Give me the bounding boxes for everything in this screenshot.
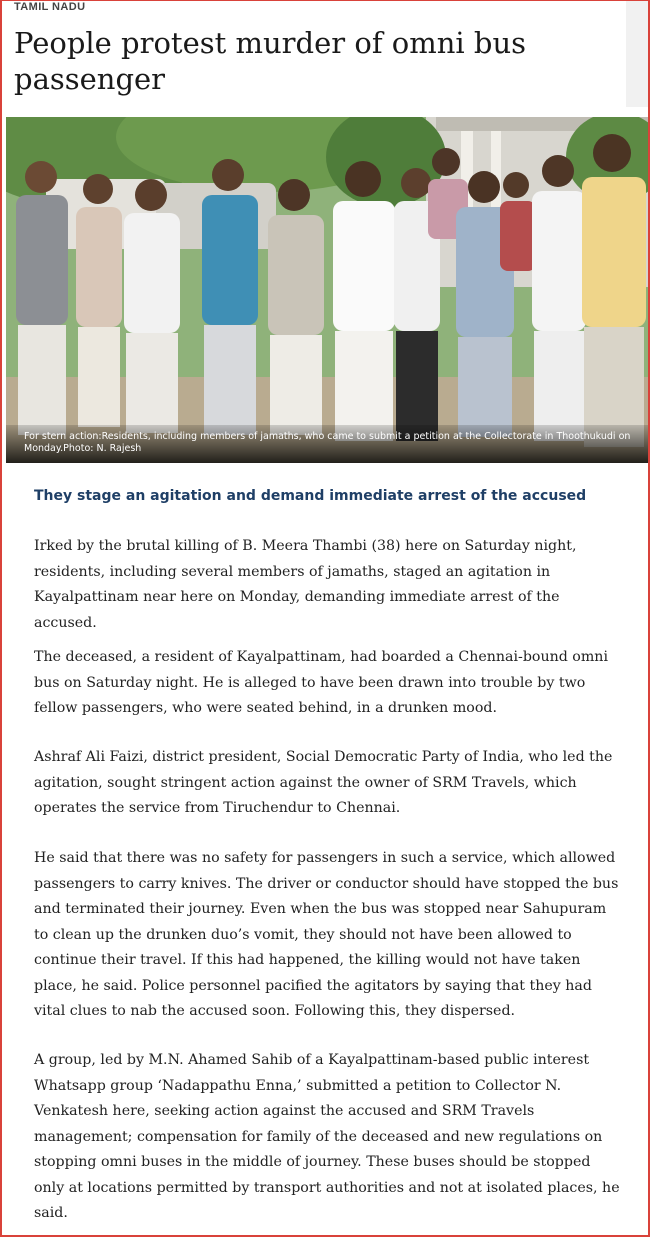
paragraph-1: Irked by the brutal killing of B. Meera Thambi (38) here on Saturday night, residents, including several members of jamaths, staged an agitation in Kayalpattinam near here on Monday, demanding immediate arrest of the accused. — [34, 538, 577, 631]
section-label[interactable]: TAMIL NADU — [14, 1, 86, 13]
paragraph-3: Ashraf Ali Faizi, district president, Social Democratic Party of India, who led the agitation, sought stringent action against the owner of SRM Travels, which operates the service from Tiruchendur to Chennai. — [34, 749, 613, 816]
group-photo-illustration — [6, 117, 650, 463]
headline: People protest murder of omni bus passenger — [14, 26, 527, 96]
paragraph-5: A group, led by M.N. Ahamed Sahib of a Kayalpattinam-based public interest Whatsapp group ‘Nadappathu Enna,’ submitted a petition to Collector N. Venkatesh here, seeking action against the accused and SRM Travels management; compensation for family of the deceased and new regulations on stopping omni buses in the middle of journey. These buses should be stopped only at locations permitted by transport authorities and not at isolated places, he said. — [34, 1052, 620, 1221]
paragraph-4: He said that there was no safety for passengers in such a service, which allowed passengers to carry knives. The driver or conductor should have stopped the bus and terminated their journey. Even when the bus was stopped near Sahupuram to clean up the drunken duo’s vomit, they should not have been allowed to continue their travel. If this had happened, the killing would not have taken place, he said. Police personnel pacified the agitators by saying that they had vital clues to nab the accused soon. Following this, they dispersed. — [34, 850, 619, 1019]
paragraph-2: The deceased, a resident of Kayalpattinam, had boarded a Chennai-bound omni bus on Saturday night. He is alleged to have been drawn into trouble by two fellow passengers, who were seated behind, in a drunken mood. — [34, 649, 608, 716]
subheadline: They stage an agitation and demand immediate arrest of the accused — [34, 488, 587, 504]
photo-caption: For stern action:Residents, including members of jamaths, who came to submit a petition at the Collectorate in Thoothukudi on Monday.Photo: N. Rajesh — [6, 425, 650, 463]
article-photo — [6, 117, 650, 463]
scrollbar[interactable] — [626, 1, 648, 107]
